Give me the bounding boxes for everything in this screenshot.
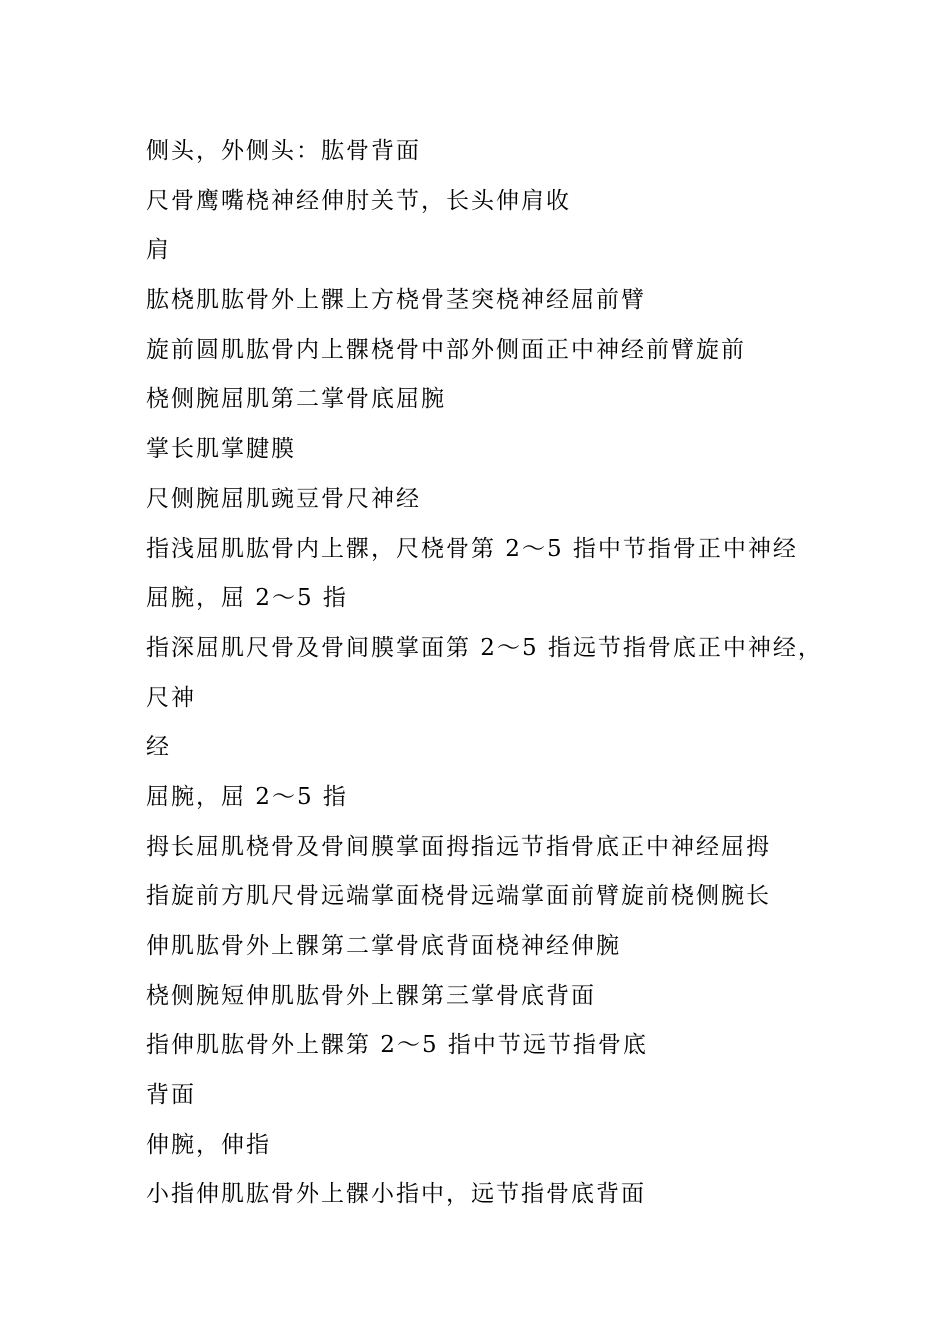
text-line: 尺侧腕屈肌豌豆骨尺神经 bbox=[146, 485, 421, 512]
text-line: 指伸肌肱骨外上髁第 2～5 指中节远节指骨底 bbox=[146, 1032, 648, 1059]
text-line: 侧头，外侧头：肱骨背面 bbox=[146, 138, 421, 164]
text-line: 经 bbox=[146, 734, 171, 761]
text-line: 小指伸肌肱骨外上髁小指中，远节指骨底背面 bbox=[146, 1181, 646, 1208]
text-line: 旋前圆肌肱骨内上髁桡骨中部外侧面正中神经前臂旋前 bbox=[146, 336, 746, 363]
text-line: 伸肌肱骨外上髁第二掌骨底背面桡神经伸腕 bbox=[146, 933, 621, 959]
text-line: 尺神 bbox=[146, 684, 196, 711]
text-line: 伸腕，伸指 bbox=[146, 1131, 271, 1158]
text-line: 桡侧腕屈肌第二掌骨底屈腕 bbox=[146, 386, 446, 413]
document-body bbox=[146, 131, 846, 1224]
text-line: 屈腕，屈 2～5 指 bbox=[146, 783, 348, 810]
text-line: 拇长屈肌桡骨及骨间膜掌面拇指远节指骨底正中神经屈拇 bbox=[146, 833, 771, 860]
text-line: 背面 bbox=[146, 1082, 196, 1109]
text-line: 肩 bbox=[146, 237, 171, 264]
text-line: 屈腕，屈 2～5 指 bbox=[146, 585, 348, 612]
text-line: 尺骨鹰嘴桡神经伸肘关节，长头伸肩收 bbox=[146, 187, 571, 214]
text-line: 指深屈肌尺骨及骨间膜掌面第 2～5 指远节指骨底正中神经， bbox=[146, 634, 823, 661]
text-line: 指浅屈肌肱骨内上髁，尺桡骨第 2～5 指中节指骨正中神经 bbox=[146, 535, 798, 562]
text-line: 桡侧腕短伸肌肱骨外上髁第三掌骨底背面 bbox=[146, 982, 596, 1009]
text-line: 指旋前方肌尺骨远端掌面桡骨远端掌面前臂旋前桡侧腕长 bbox=[146, 883, 771, 910]
text-line: 肱桡肌肱骨外上髁上方桡骨茎突桡神经屈前臂 bbox=[146, 287, 646, 314]
text-line: 掌长肌掌腱膜 bbox=[146, 436, 296, 463]
